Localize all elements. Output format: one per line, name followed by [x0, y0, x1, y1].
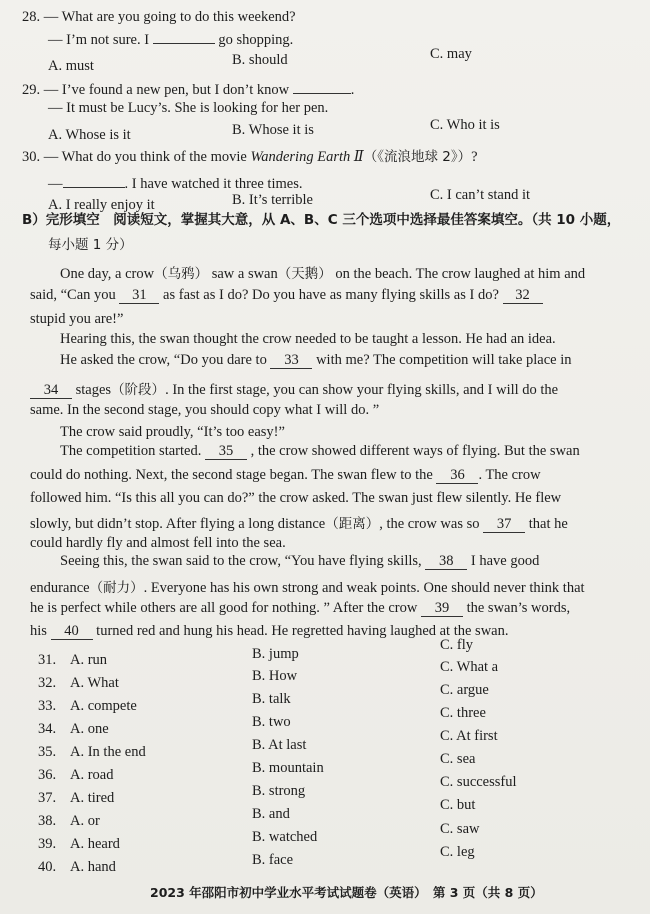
option-b: B. and — [252, 806, 290, 822]
option-c: C. What a — [440, 659, 499, 675]
blank-34: 34 — [30, 383, 72, 399]
option-a: A. hand — [70, 859, 116, 875]
option-b: B. talk — [252, 691, 291, 707]
blank-32: 32 — [503, 288, 543, 304]
q30-blank — [63, 172, 125, 188]
q30-option-a: A. I really enjoy it — [48, 197, 155, 213]
option-c: C. sea — [440, 751, 476, 767]
blank-35: 35 — [205, 444, 247, 460]
q30-option-c: C. I can’t stand it — [430, 187, 531, 203]
q30-stem: 30. — What do you think of the movie Wandering Earth Ⅱ（《流浪地球 2》）? — [22, 149, 478, 165]
passage-line-8: The crow said proudly, “It’s too easy!” — [60, 424, 285, 440]
passage-line-7: same. In the second stage, you should copy what I will do. ” — [30, 402, 380, 418]
option-c: C. successful — [440, 774, 517, 790]
option-c: C. but — [440, 797, 476, 813]
blank-39: 39 — [421, 601, 463, 617]
q30-line2: — . I have watched it three times. — [48, 172, 302, 193]
option-number: 34. — [38, 721, 57, 737]
option-number: 33. — [38, 698, 57, 714]
q30-option-b: B. It’s terrible — [232, 192, 313, 208]
passage-line-13: could hardly fly and almost fell into the sea. — [30, 535, 286, 551]
passage-line-15: endurance（耐力）. Everyone has his own strong and weak points. One should never think that — [30, 580, 585, 596]
option-a: A. or — [70, 813, 100, 829]
option-a: A. tired — [70, 790, 115, 806]
q29-option-c: C. Who it is — [430, 117, 500, 133]
blank-33: 33 — [270, 353, 312, 369]
option-a: A. heard — [70, 836, 120, 852]
passage-line-14: Seeing this, the swan said to the crow, “You have flying skills, 38 I have good — [60, 553, 540, 569]
option-a: A. What — [70, 675, 119, 691]
option-number: 40. — [38, 859, 57, 875]
option-b: B. How — [252, 668, 298, 684]
passage-line-6: 34 stages（阶段）. In the first stage, you can show your flying skills, and I will do the — [30, 378, 558, 399]
option-a: A. run — [70, 652, 108, 668]
passage-line-11: followed him. “Is this all you can do?” the crow asked. The swan just flew silently. He flew — [30, 490, 562, 506]
option-a: A. road — [70, 767, 114, 783]
passage-line-5: He asked the crow, “Do you dare to 33 with me? The competition will take place in — [60, 352, 572, 368]
passage-line-1: One day, a crow（乌鸦） saw a swan（天鹅） on the beach. The crow laughed at him and — [60, 266, 586, 282]
q29-option-a: A. Whose is it — [48, 127, 131, 143]
q28-stem: 28. — What are you going to do this weekend? — [22, 9, 296, 25]
q29-stem: 29. — I’ve found a new pen, but I don’t know . — [22, 78, 354, 99]
passage-line-2: said, “Can you 31 as fast as I do? Do you have as many flying skills as I do? 32 — [30, 287, 543, 304]
passage-line-16: he is perfect while others are all good for nothing. ” After the crow 39 the swan’s words, — [30, 600, 571, 616]
q28-option-b: B. should — [232, 52, 288, 68]
blank-31: 31 — [119, 288, 159, 304]
option-a: A. compete — [70, 698, 137, 714]
q29-option-b: B. Whose it is — [232, 122, 314, 138]
option-b: B. mountain — [252, 760, 324, 776]
passage-line-9: The competition started. 35 , the crow showed different ways of flying. But the swan — [60, 443, 580, 459]
option-c: C. saw — [440, 821, 480, 837]
option-b: B. strong — [252, 783, 306, 799]
q28-option-a: A. must — [48, 58, 94, 74]
option-number: 32. — [38, 675, 57, 691]
option-number: 31. — [38, 652, 57, 668]
option-a: A. In the end — [70, 744, 146, 760]
option-b: B. jump — [252, 646, 299, 662]
option-number: 38. — [38, 813, 57, 829]
passage-line-12: slowly, but didn’t stop. After flying a long distance（距离）, the crow was so 37 that he — [30, 516, 568, 532]
option-b: B. watched — [252, 829, 318, 845]
option-c: C. leg — [440, 844, 475, 860]
q28-blank — [153, 28, 215, 44]
option-a: A. one — [70, 721, 109, 737]
option-number: 35. — [38, 744, 57, 760]
blank-36: 36 — [436, 468, 478, 484]
option-b: B. face — [252, 852, 294, 868]
option-c: C. argue — [440, 682, 489, 698]
option-number: 36. — [38, 767, 57, 783]
option-b: B. two — [252, 714, 291, 730]
section-b-heading-cont: 每小题 1 分） — [48, 237, 133, 253]
section-b-heading: B）完形填空 阅读短文，掌握其大意，从 A、B、C 三个选项中选择最佳答案填空。（共 10 小题， — [22, 212, 621, 228]
passage-line-17: his 40 turned red and hung his head. He regretted having laughed at the swan. — [30, 623, 509, 639]
option-c: C. fly — [440, 637, 474, 653]
q28-option-c: C. may — [430, 46, 472, 62]
q29-line2: — It must be Lucy’s. She is looking for her pen. — [48, 100, 329, 116]
q29-blank — [293, 78, 351, 94]
option-c: C. three — [440, 705, 486, 721]
q28-line2: — I’m not sure. I go shopping. — [48, 28, 293, 49]
blank-38: 38 — [425, 554, 467, 570]
option-number: 37. — [38, 790, 57, 806]
option-c: C. At first — [440, 728, 498, 744]
passage-line-4: Hearing this, the swan thought the crow needed to be taught a lesson. He had an idea. — [60, 331, 556, 347]
blank-40: 40 — [51, 624, 93, 640]
option-b: B. At last — [252, 737, 307, 753]
page-footer: 2023 年邵阳市初中学业水平考试试题卷（英语） 第 3 页（共 8 页） — [150, 885, 543, 900]
passage-line-3: stupid you are!” — [30, 311, 124, 327]
passage-line-10: could do nothing. Next, the second stage began. The swan flew to the 36 . The crow — [30, 467, 541, 483]
option-number: 39. — [38, 836, 57, 852]
blank-37: 37 — [483, 517, 525, 533]
